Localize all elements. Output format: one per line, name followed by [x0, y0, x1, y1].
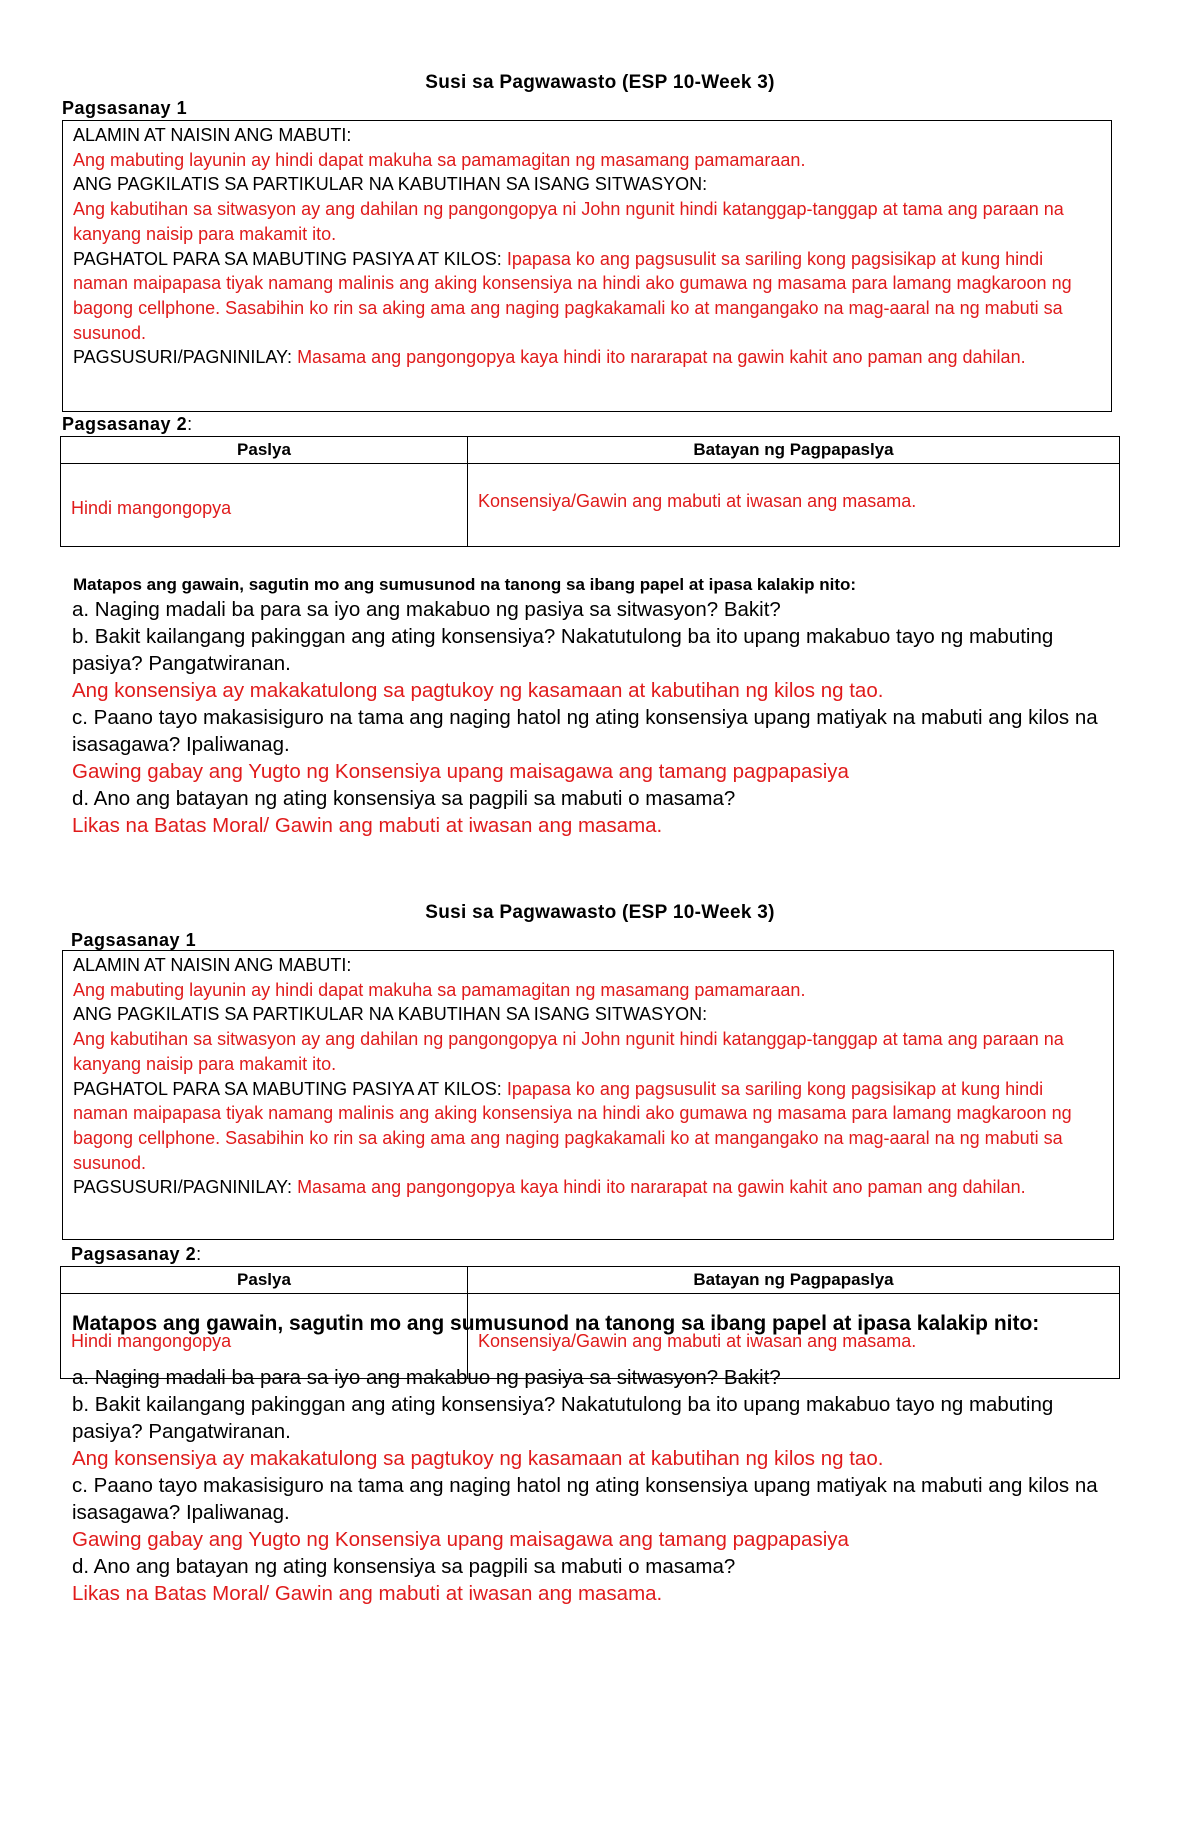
- alamin-heading: ALAMIN AT NAISIN ANG MABUTI:: [73, 125, 352, 145]
- pagsasanay1-box: [62, 120, 1112, 412]
- alamin-answer-copy: Ang mabuting layunin ay hindi dapat makuha sa pamamagitan ng masamang pamamaraan.: [73, 979, 806, 1000]
- pagsasanay1-label-copy: Pagsasanay 1: [71, 930, 197, 950]
- pagsasanay2-colon: :: [187, 414, 193, 434]
- answer-d: Likas na Batas Moral/ Gawin ang mabuti at iwasan ang masama.: [72, 814, 663, 837]
- table-cell-batayan-copy: Konsensiya/Gawin ang mabuti at iwasan ang masama.: [468, 1294, 1120, 1379]
- table-header-row: [61, 437, 1120, 464]
- table-header-batayan: Batayan ng Pagpapaslya: [468, 437, 1120, 464]
- table-header-pasya-copy: Paslya: [61, 1267, 468, 1294]
- answer-c-copy: Gawing gabay ang Yugto ng Konsensiya upang maisagawa ang tamang pagpapasiya: [72, 1528, 849, 1551]
- question-c-copy: c. Paano tayo makasisiguro na tama ang naging hatol ng ating konsensiya upang matiyak na mabuti ang kilos na isasagawa? Ipaliwanag.: [72, 1474, 1098, 1524]
- answer-b-copy: Ang konsensiya ay makakatulong sa pagtukoy ng kasamaan at kabutihan ng kilos ng tao.: [72, 1447, 884, 1470]
- pagkilatis-heading-copy: ANG PAGKILATIS SA PARTIKULAR NA KABUTIHAN SA ISANG SITWASYON:: [73, 1004, 708, 1025]
- questions-heading-copy: Matapos ang gawain, sagutin mo ang sumusunod na tanong sa ibang papel at ipasa kalakip nito:: [72, 1312, 1040, 1335]
- question-a: a. Naging madali ba para sa iyo ang makabuo ng pasiya sa sitwasyon? Bakit?: [72, 598, 781, 621]
- question-a-copy: a. Naging madali ba para sa iyo ang makabuo ng pasiya sa sitwasyon? Bakit?: [72, 1366, 781, 1389]
- page-title-copy: Susi sa Pagwawasto (ESP 10-Week 3): [425, 902, 775, 923]
- questions-block-copy: [72, 1364, 1117, 1607]
- answer-d-copy: Likas na Batas Moral/ Gawin ang mabuti at iwasan ang masama.: [72, 1582, 663, 1605]
- pagsasanay2-colon-copy: :: [196, 1244, 202, 1264]
- table-cell-pasya-copy: Hindi mangongopya: [61, 1294, 468, 1379]
- pagkilatis-answer-copy: Ang kabutihan sa sitwasyon ay ang dahilan ng pangongopya ni John ngunit hindi katanggap-tanggap at tama ang paraan na kanyang naisip para makamit ito.: [73, 1029, 1064, 1074]
- answer-b: Ang konsensiya ay makakatulong sa pagtukoy ng kasamaan at kabutihan ng kilos ng tao.: [72, 679, 884, 702]
- question-b-copy: b. Bakit kailangang pakinggan ang ating konsensiya? Nakatutulong ba ito upang makabuo tayo ng mabuting pasiya? Pangatwiranan.: [72, 1393, 1054, 1443]
- pagsusuri-paragraph: [73, 345, 1101, 370]
- pagsusuri-answer: Masama ang pangongopya kaya hindi ito nararapat na gawin kahit ano paman ang dahilan.: [297, 347, 1026, 368]
- questions-block: [72, 596, 1117, 839]
- pagsusuri-answer-copy: Masama ang pangongopya kaya hindi ito nararapat na gawin kahit ano paman ang dahilan.: [297, 1177, 1026, 1198]
- answer-c: Gawing gabay ang Yugto ng Konsensiya upang maisagawa ang tamang pagpapasiya: [72, 760, 849, 783]
- pagsasanay2-label: [62, 414, 193, 435]
- alamin-heading-copy: ALAMIN AT NAISIN ANG MABUTI:: [73, 955, 352, 975]
- paghatol-answer: Ipapasa ko ang pagsusulit sa sariling kong pagsisikap at kung hindi naman maipapasa tiyak namang malinis ang aking konsensiya na hindi ako gumawa ng masama para lamang magkaroon ng bagong cellphone. Sasabihin ko rin sa aking ama ang naging pagkakamali ko at mangangako na mag-aaral na ng mabuti sa susunod.: [73, 248, 1072, 343]
- question-d: d. Ano ang batayan ng ating konsensiya sa pagpili sa mabuti o masama?: [72, 787, 736, 810]
- question-b: b. Bakit kailangang pakinggan ang ating konsensiya? Nakatutulong ba ito upang makabuo tayo ng mabuting pasiya? Pangatwiranan.: [72, 625, 1054, 675]
- table-header-pasya: Paslya: [61, 437, 468, 464]
- table-header-batayan-copy: Batayan ng Pagpapaslya: [468, 1267, 1120, 1294]
- pagsusuri-heading-copy: PAGSUSURI/PAGNINILAY:: [73, 1177, 298, 1198]
- paghatol-heading: PAGHATOL PARA SA MABUTING PASIYA AT KILOS:: [73, 248, 507, 269]
- table-row: [61, 464, 1120, 547]
- paghatol-paragraph: [73, 247, 1101, 346]
- pagsusuri-heading: PAGSUSURI/PAGNINILAY:: [73, 347, 298, 368]
- alamin-answer: Ang mabuting layunin ay hindi dapat makuha sa pamamagitan ng masamang pamamaraan.: [73, 149, 806, 170]
- pagsasanay2-label-copy: [71, 1244, 202, 1265]
- question-d-copy: d. Ano ang batayan ng ating konsensiya sa pagpili sa mabuti o masama?: [72, 1555, 736, 1578]
- table-header-row-copy: [61, 1267, 1120, 1294]
- pagsasanay2-label-text-copy: Pagsasanay 2: [71, 1244, 197, 1264]
- pagsusuri-paragraph-copy: [73, 1175, 1103, 1200]
- paghatol-heading-copy: PAGHATOL PARA SA MABUTING PASIYA AT KILOS:: [73, 1078, 507, 1099]
- pagsasanay2-label-text: Pagsasanay 2: [62, 414, 188, 434]
- pasya-table: [60, 436, 1120, 547]
- pagsasanay1-box-copy: [62, 950, 1114, 1240]
- question-c: c. Paano tayo makasisiguro na tama ang naging hatol ng ating konsensiya upang matiyak na mabuti ang kilos na isasagawa? Ipaliwanag.: [72, 706, 1098, 756]
- paghatol-answer-copy: Ipapasa ko ang pagsusulit sa sariling kong pagsisikap at kung hindi naman maipapasa tiyak namang malinis ang aking konsensiya na hindi ako gumawa ng masama para lamang magkaroon ng bagong cellphone. Sasabihin ko rin sa aking ama ang naging pagkakamali ko at mangangako na mag-aaral na ng mabuti sa susunod.: [73, 1078, 1072, 1173]
- pagsasanay1-label: Pagsasanay 1: [62, 98, 188, 118]
- table-cell-pasya: Hindi mangongopya: [61, 464, 468, 547]
- page-title: Susi sa Pagwawasto (ESP 10-Week 3): [425, 72, 775, 93]
- table-cell-batayan: Konsensiya/Gawin ang mabuti at iwasan ang masama.: [468, 464, 1120, 547]
- questions-heading: Matapos ang gawain, sagutin mo ang sumusunod na tanong sa ibang papel at ipasa kalakip nito:: [73, 575, 857, 594]
- pagkilatis-answer: Ang kabutihan sa sitwasyon ay ang dahilan ng pangongopya ni John ngunit hindi katanggap-tanggap at tama ang paraan na kanyang naisip para makamit ito.: [73, 199, 1064, 244]
- paghatol-paragraph-copy: [73, 1077, 1103, 1176]
- pagkilatis-heading: ANG PAGKILATIS SA PARTIKULAR NA KABUTIHAN SA ISANG SITWASYON:: [73, 174, 708, 195]
